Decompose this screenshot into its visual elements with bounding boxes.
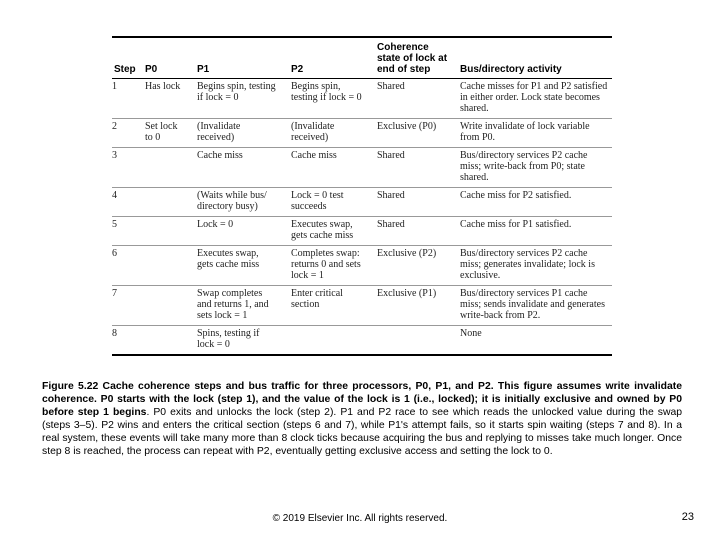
header-coherence-state: Coherence state of lock at end of step bbox=[377, 42, 448, 75]
cell-step: 7 bbox=[112, 288, 117, 299]
caption-body-text: . P0 exits and unlocks the lock (step 2). P1 and P2 race to see which reads the unlocked value during the swap (steps 3–5). P2 wins and enters the critical section (steps 6 and 7), while P1's attempt fails, so it starts spin waiting (steps 7 and 8). In a real system, these events will take many more than 8 clock ticks because acquiring the bus and replying to misses take much longer. Once step 8 is reached, the process can repeat with P2, eventually getting exclusive access and setting the lock to 0. bbox=[42, 407, 683, 457]
cell-p0 bbox=[145, 286, 197, 325]
page-number: 23 bbox=[681, 511, 694, 523]
cell-p1: (Invalidate received) bbox=[197, 121, 241, 143]
cell-p2: Lock = 0 test succeeds bbox=[291, 190, 344, 212]
table-row bbox=[112, 148, 612, 188]
header-p0: P0 bbox=[145, 64, 158, 75]
cell-bus-activity: Cache miss for P2 satisfied. bbox=[460, 190, 572, 201]
table-row bbox=[112, 326, 612, 354]
cell-step: 6 bbox=[112, 248, 117, 259]
cell-step: 1 bbox=[112, 81, 117, 92]
cell-step: 2 bbox=[112, 121, 117, 132]
cell-bus-activity: Bus/directory services P1 cache miss; sends invalidate and generates write-back from P2. bbox=[460, 288, 605, 321]
cell-p1: Spins, testing if lock = 0 bbox=[197, 328, 260, 350]
cell-p0 bbox=[145, 217, 197, 245]
cell-coherence-state: Shared bbox=[377, 81, 405, 92]
cell-p1: Swap completes and returns 1, and sets lock = 1 bbox=[197, 288, 269, 321]
cell-p0 bbox=[145, 246, 197, 285]
table-row bbox=[112, 246, 612, 286]
table-body bbox=[112, 79, 612, 354]
header-step: Step bbox=[114, 64, 136, 75]
cell-step: 4 bbox=[112, 190, 117, 201]
cell-bus-activity: Bus/directory services P2 cache miss; generates invalidate; lock is exclusive. bbox=[460, 248, 595, 281]
cell-bus-activity: Write invalidate of lock variable from P0. bbox=[460, 121, 590, 143]
header-p2: P2 bbox=[291, 64, 304, 75]
cell-p1: Cache miss bbox=[197, 150, 243, 161]
cell-p2: Completes swap: returns 0 and sets lock = 1 bbox=[291, 248, 361, 281]
cell-p2 bbox=[291, 326, 377, 354]
cell-p1: Executes swap, gets cache miss bbox=[197, 248, 260, 270]
cell-coherence-state: Shared bbox=[377, 190, 405, 201]
table-row bbox=[112, 188, 612, 217]
cell-step: 8 bbox=[112, 328, 117, 339]
table-row bbox=[112, 79, 612, 119]
cell-coherence-state: Exclusive (P0) bbox=[377, 121, 437, 132]
cell-p2: Executes swap, gets cache miss bbox=[291, 219, 354, 241]
cell-coherence-state: Exclusive (P1) bbox=[377, 288, 437, 299]
cell-bus-activity: Bus/directory services P2 cache miss; write-back from P0; state shared. bbox=[460, 150, 588, 183]
cell-step: 3 bbox=[112, 150, 117, 161]
cell-p2: Cache miss bbox=[291, 150, 337, 161]
table-row bbox=[112, 286, 612, 326]
cell-bus-activity: None bbox=[460, 328, 482, 339]
table-row bbox=[112, 119, 612, 148]
cell-p0 bbox=[145, 188, 197, 216]
table-bottom-rule bbox=[112, 354, 612, 356]
cell-step: 5 bbox=[112, 219, 117, 230]
cell-p1: (Waits while bus/ directory busy) bbox=[197, 190, 267, 212]
figure-caption bbox=[42, 380, 682, 458]
header-bus-activity: Bus/directory activity bbox=[460, 64, 562, 75]
copyright-footer: © 2019 Elsevier Inc. All rights reserved. bbox=[272, 513, 448, 524]
cell-p0 bbox=[145, 148, 197, 187]
cell-bus-activity: Cache misses for P1 and P2 satisfied in either order. Lock state becomes shared. bbox=[460, 81, 608, 114]
cell-bus-activity: Cache miss for P1 satisfied. bbox=[460, 219, 572, 230]
coherence-table bbox=[112, 36, 612, 356]
cell-coherence-state: Shared bbox=[377, 219, 405, 230]
cell-p1: Begins spin, testing if lock = 0 bbox=[197, 81, 276, 103]
cell-p0 bbox=[145, 326, 197, 354]
cell-coherence-state: Exclusive (P2) bbox=[377, 248, 437, 259]
table-header-row bbox=[112, 38, 612, 78]
cell-coherence-state: Shared bbox=[377, 150, 405, 161]
header-p1: P1 bbox=[197, 64, 210, 75]
cell-p1: Lock = 0 bbox=[197, 219, 234, 230]
cell-coherence-state bbox=[377, 326, 460, 354]
cell-p2: Begins spin, testing if lock = 0 bbox=[291, 81, 362, 103]
cell-p0: Set lock to 0 bbox=[145, 121, 178, 143]
cell-p2: (Invalidate received) bbox=[291, 121, 335, 143]
cell-p2: Enter critical section bbox=[291, 288, 343, 310]
table-row bbox=[112, 217, 612, 246]
caption-bold-text: Figure 5.22 Cache coherence steps and bus traffic for three processors, P0, P1, and P2. This figure assumes write invalidate coherence. P0 starts with the lock (step 1), and the value of the lock is 1 (i.e., locked); it is initially exclusive and owned by P0 before step 1 begins bbox=[42, 381, 682, 418]
cell-p0: Has lock bbox=[145, 81, 181, 92]
